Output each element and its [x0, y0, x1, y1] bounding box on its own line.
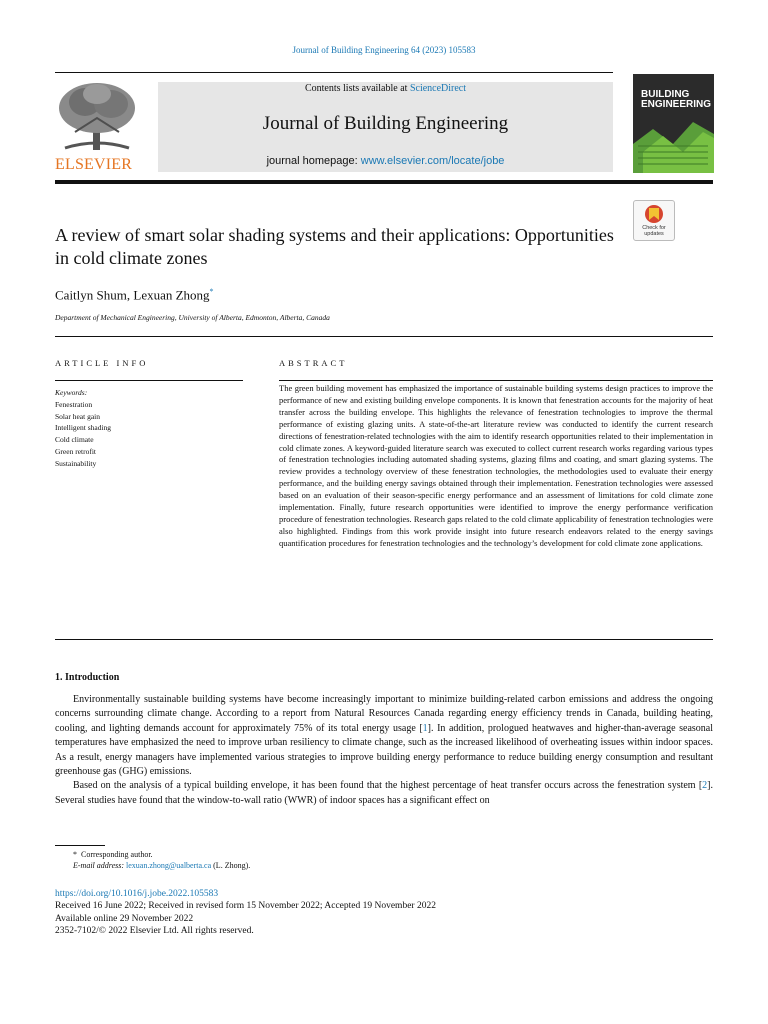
abstract-text: The green building movement has emphasized the importance of sustainable building systems design practices to improve the performance of new and existing building envelope components. It is known that fenestration accounts for the majority of heat transfer across the building envelope. This highlights the relevance of fenestration technologies to improve the thermal performance of existing glazing units. A state-of-the-art literature review was conducted to identify the current research directions of fenestration-related technologies with the aim to identify research opportunities related to their implementation in cold climate zones. A keyword-guided literature search was executed to collect current research works regarding various types of fenestration technologies including automated shading systems, glazing films and coating, and smart glazing systems. The review provides a technology overview of these fenestration technologies, the methodologies used to evaluate their energy performance, and the building energy savings obtained through their implementation. Fenestration technologies were assessed based on an evaluation of their season-specific energy performance and an assessment of limitations for cold climate zone implementation. Finally, future research opportunities were identified to improve the energy performance verification procedure of fenestration technologies. Research gaps related to the cold climate applicability of fenestration technologies were also highlighted. Findings from this work provide insight into future research endeavors related to the energy savings quantification procedures for fenestration technologies and the technology’s development for cold climate zone applications. — [279, 383, 713, 548]
header-bottom-rule — [55, 180, 713, 184]
section-heading-introduction: 1. Introduction — [55, 672, 120, 683]
intro-paragraph-2 — [55, 779, 713, 808]
keyword-item: Intelligent shading — [55, 423, 112, 433]
email-link[interactable]: lexuan.zhong@ualberta.ca — [126, 861, 212, 870]
cover-title-line2: ENGINEERING — [641, 99, 712, 110]
author-separator: , — [126, 287, 134, 303]
reference-link-2[interactable]: 2 — [702, 780, 708, 792]
footnote-email — [73, 861, 250, 870]
journal-banner — [158, 82, 613, 172]
copyright-notice: 2352-7102/© 2022 Elsevier Ltd. All rights reserved. — [55, 926, 254, 937]
footnote-rule — [55, 845, 105, 846]
intro-p1-text-b: ]. In addition, prologued heatwaves and higher-than-average seasonal temperatures have emphasized the need to improve urban resiliency to climate change, such as the increased likelihood of overheating issues within indoor spaces. As a result, energy managers have implemented various strategies to improve building energy performance to reduce building energy consumption and resultant greenhouse gas (GHG) emissions. — [55, 722, 713, 778]
affiliation: Department of Mechanical Engineering, University of Alberta, Edmonton, Alberta, Canada — [55, 313, 330, 322]
homepage-link[interactable]: www.elsevier.com/locate/jobe — [360, 155, 505, 167]
doi-link[interactable]: https://doi.org/10.1016/j.jobe.2022.105583 — [55, 889, 219, 899]
received-dates: Received 16 June 2022; Received in revised form 15 November 2022; Accepted 19 November 2022 — [55, 901, 436, 912]
header-top-rule — [55, 72, 613, 73]
email-label: E-mail address: — [73, 861, 125, 870]
cover-title-line1: BUILDING — [641, 89, 690, 100]
journal-cover-image[interactable] — [633, 74, 714, 173]
keyword-item: Solar heat gain — [55, 411, 100, 421]
keywords-block — [55, 387, 111, 470]
footnote-corresponding — [73, 850, 153, 859]
introduction-body — [55, 693, 713, 808]
intro-p2-text-a: Based on the analysis of a typical building envelope, it has been found that the highest percentage of heat transfer occurs across the fenestration system [ — [73, 780, 703, 792]
check-for-updates-button[interactable] — [633, 200, 675, 241]
author-list — [55, 287, 214, 303]
contents-prefix: Contents lists available at — [304, 83, 410, 94]
contents-available — [158, 83, 613, 94]
journal-citation[interactable]: Journal of Building Engineering 64 (2023) 105583 — [292, 45, 476, 55]
intro-p2-text-b: ]. Several studies have found that the window-to-wall ratio (WWR) of indoor spaces has a significant effect on — [55, 780, 713, 806]
intro-paragraph-1 — [55, 693, 713, 779]
corresponding-author-mark[interactable]: * — [209, 287, 214, 296]
keyword-item: Fenestration — [55, 399, 93, 409]
keywords-label: Keywords: — [55, 388, 88, 397]
keyword-item: Cold climate — [55, 435, 94, 445]
article-title: A review of smart solar shading systems and their applications: Opportunities in cold climate zones — [55, 225, 614, 268]
abstract-heading: ABSTRACT — [279, 358, 348, 368]
homepage-prefix: journal homepage: — [266, 155, 361, 167]
abstract-bottom-rule — [55, 639, 713, 640]
check-updates-label: Check for updates — [642, 225, 666, 237]
footnote-mark: * — [73, 850, 77, 859]
article-info-rule — [55, 380, 243, 381]
author-2[interactable]: Lexuan Zhong — [133, 287, 210, 303]
cover-title — [641, 90, 711, 110]
article-info-heading: ARTICLE INFO — [55, 358, 149, 368]
reference-link-1[interactable]: 1 — [422, 722, 428, 734]
sciencedirect-link[interactable]: ScienceDirect — [409, 83, 467, 94]
front-matter-rule — [55, 336, 713, 337]
intro-p1-text-a: Environmentally sustainable building systems have become increasingly important to minimize building-related carbon emissions and address the ongoing concerns surrounding climate change. According to a report from Natural Resources Canada regarding energy efficiency trends in Canada, building heating, cooling, and lighting demands account for approximately 75% of its total energy usage [ — [55, 694, 713, 734]
journal-name[interactable]: Journal of Building Engineering — [262, 113, 509, 134]
journal-homepage — [158, 155, 613, 167]
email-suffix: (L. Zhong). — [213, 861, 251, 870]
keyword-item: Sustainability — [55, 458, 97, 468]
online-date: Available online 29 November 2022 — [55, 913, 194, 924]
author-1[interactable]: Caitlyn Shum — [55, 287, 127, 303]
check-updates-icon — [634, 203, 674, 227]
publisher-name[interactable]: ELSEVIER — [55, 156, 133, 173]
publication-metadata — [55, 888, 713, 938]
abstract-rule — [279, 380, 713, 381]
keyword-item: Green retrofit — [55, 446, 97, 456]
footnote-corresponding-text: Corresponding author. — [81, 850, 153, 859]
elsevier-tree-logo — [55, 80, 139, 154]
